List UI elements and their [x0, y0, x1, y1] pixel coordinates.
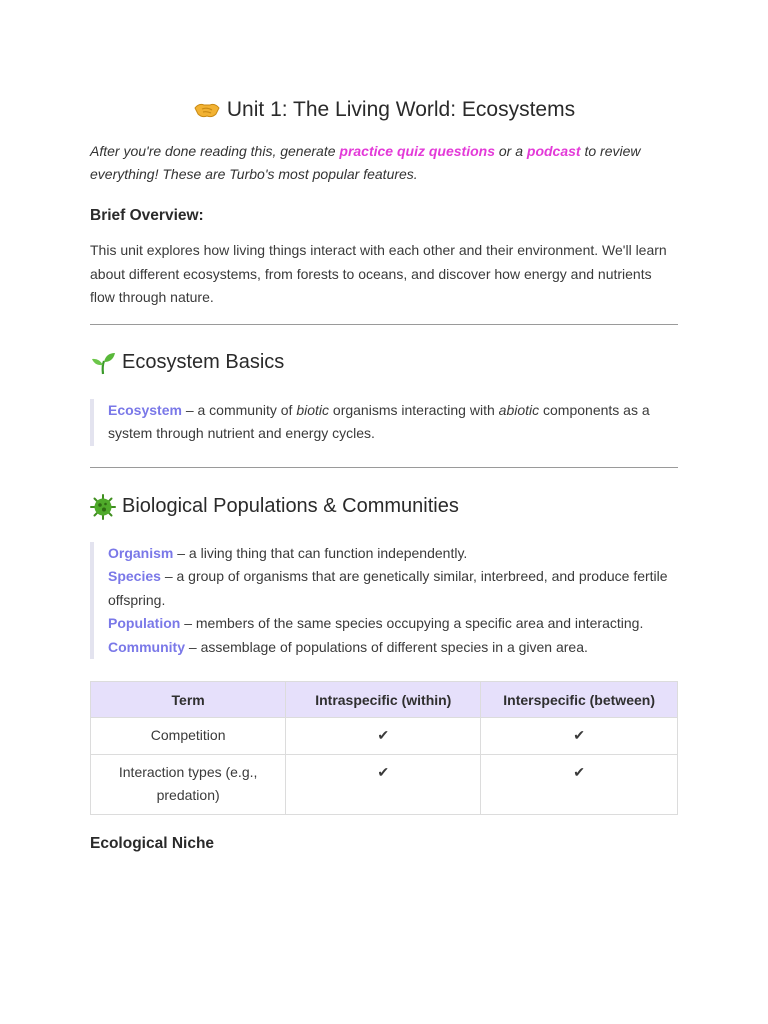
abiotic-word: abiotic	[498, 401, 540, 418]
term-ecosystem: Ecosystem	[108, 401, 182, 418]
header-term: Term	[91, 682, 286, 718]
title-text: Unit 1: The Living World: Ecosystems	[226, 98, 576, 121]
header-interspecific: Interspecific (between)	[481, 682, 678, 718]
check-mark: ✔	[286, 718, 481, 755]
intro-before: After you're done reading this, generate	[90, 143, 340, 159]
term-species: Species	[108, 568, 161, 584]
term-population: Population	[108, 615, 181, 631]
table-row	[91, 754, 678, 814]
page-title	[90, 94, 678, 126]
ecosystem-basics-heading	[90, 348, 678, 378]
definition-text: – members of the same species occupying a specific area and interacting.	[180, 615, 644, 631]
header-intraspecific: Intraspecific (within)	[286, 682, 481, 718]
table-header-row	[91, 682, 678, 718]
overview-text: This unit explores how living things interact with each other and their environment. We'll learn about different ecosystems, from forests to oceans, and discover how energy and nutrients flow through nature.	[90, 242, 667, 305]
handshake-icon	[193, 99, 221, 121]
definition-text: – a living thing that can function independently.	[173, 544, 468, 561]
check-mark: ✔	[481, 718, 678, 755]
interaction-table	[90, 681, 678, 815]
divider	[90, 324, 678, 325]
populations-title: Biological Populations & Communities	[122, 495, 459, 517]
term-community: Community	[108, 638, 185, 655]
definition-text: components as a system through nutrient and energy cycles.	[108, 401, 650, 441]
table-row	[91, 718, 678, 755]
check-mark: ✔	[481, 754, 678, 814]
definition-text: – a group of organisms that are genetically similar, interbreed, and produce fertile offspring.	[108, 568, 668, 608]
microbe-icon	[90, 494, 116, 520]
populations-heading	[90, 492, 678, 522]
check-mark: ✔	[286, 754, 481, 814]
niche-heading: Ecological Niche	[90, 834, 215, 852]
term-organism: Organism	[108, 544, 174, 561]
definition-item	[108, 612, 678, 636]
ecosystem-basics-title: Ecosystem Basics	[122, 351, 285, 373]
divider	[90, 467, 678, 468]
table-cell: Interaction types (e.g., predation)	[91, 754, 286, 814]
definition-text: organisms interacting with	[329, 401, 499, 418]
intro-after: to review everything! These are Turbo's most popular features.	[90, 143, 641, 182]
definition-item	[108, 565, 678, 612]
seedling-icon	[90, 350, 116, 376]
practice-quiz-link[interactable]: practice quiz questions	[339, 143, 495, 159]
definition-text: – assemblage of populations of different species in a given area.	[185, 638, 588, 655]
biotic-word: biotic	[296, 401, 330, 418]
intro-mid: or a	[494, 143, 527, 159]
population-definitions	[90, 542, 678, 660]
definition-text: – a community of	[181, 401, 297, 418]
document-content	[90, 94, 678, 853]
definition-item	[108, 542, 678, 566]
intro-text	[90, 140, 678, 186]
ecosystem-definition	[90, 399, 678, 446]
overview-heading: Brief Overview:	[90, 207, 204, 224]
definition-item	[108, 636, 678, 660]
table-cell: Competition	[91, 718, 286, 755]
podcast-link[interactable]: podcast	[526, 143, 581, 159]
